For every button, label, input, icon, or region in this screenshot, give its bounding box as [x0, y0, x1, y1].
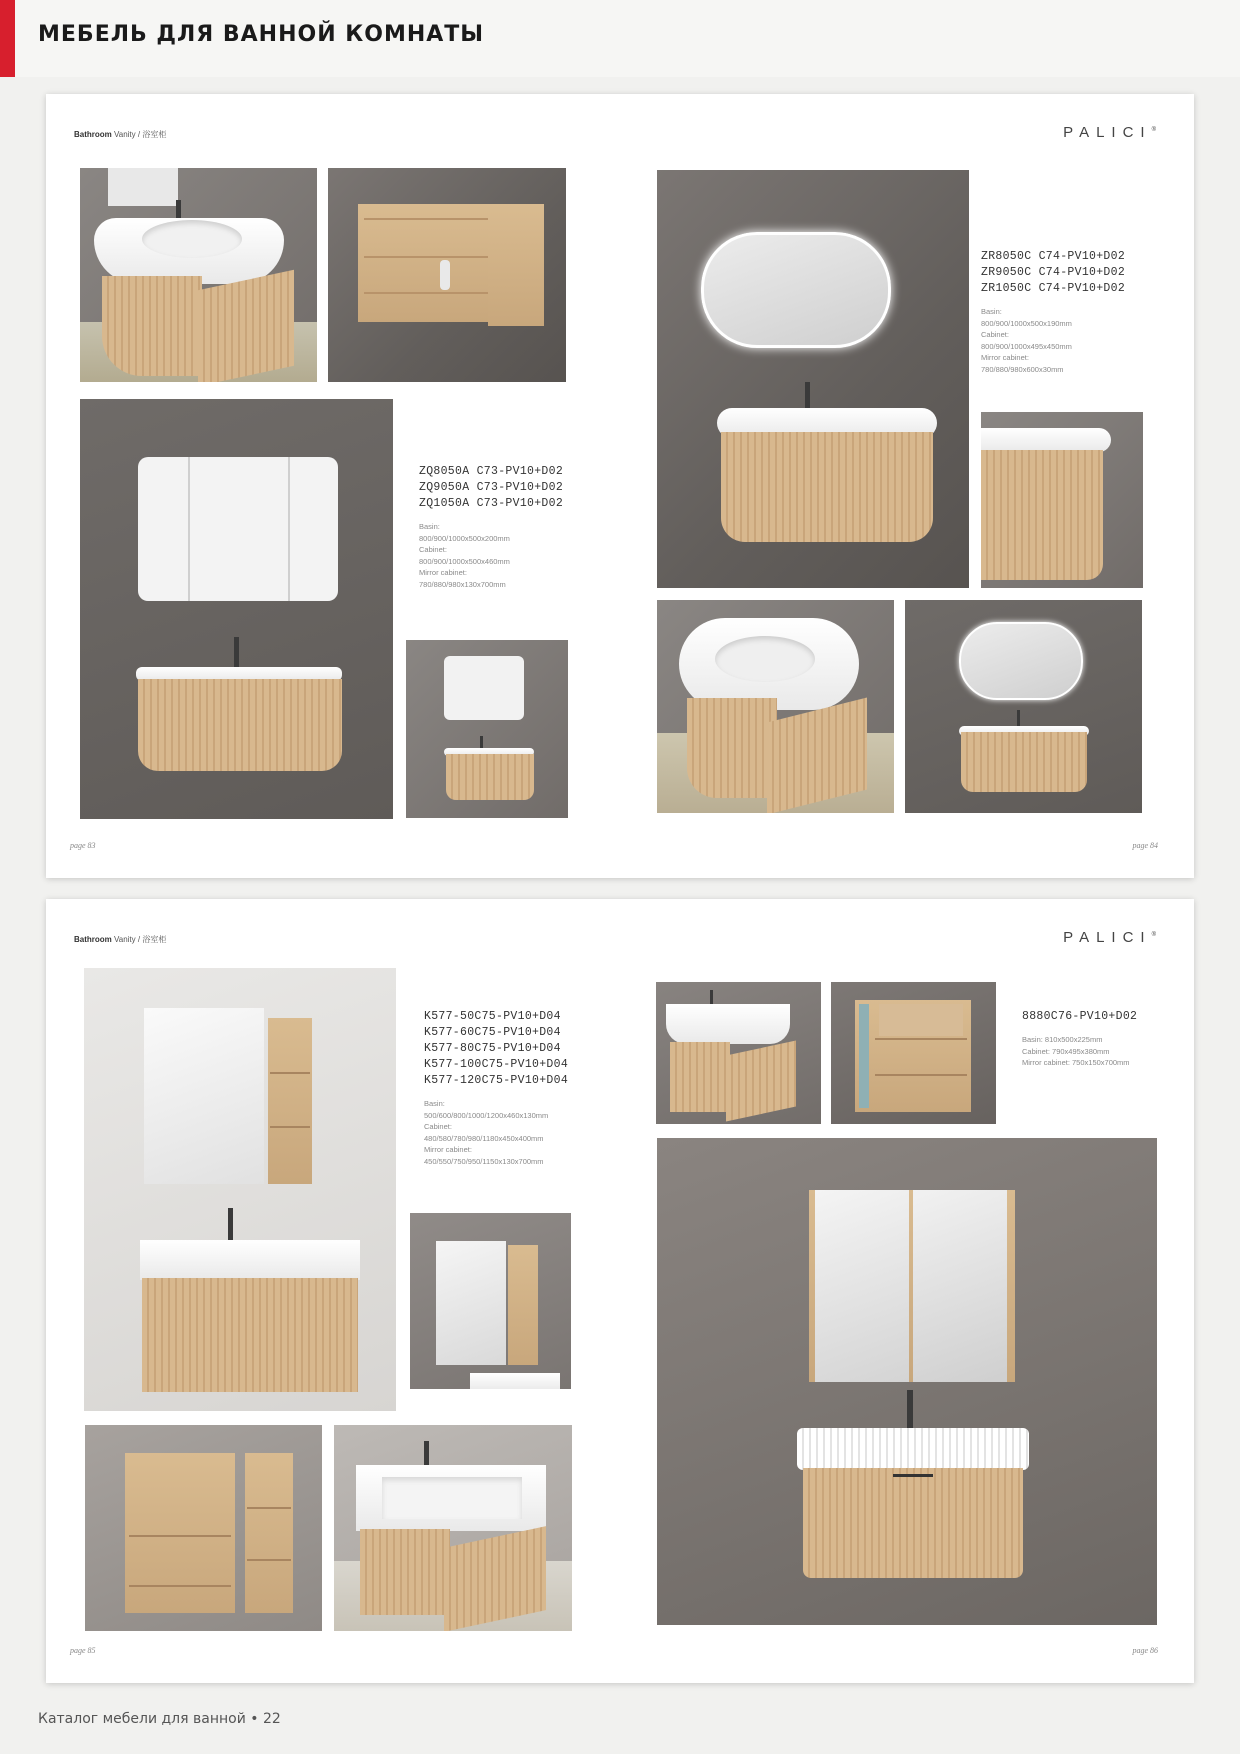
photo-basin-top-drawer [657, 600, 894, 813]
model-code: ZR1050C C74-PV10+D02 [981, 282, 1126, 295]
photo-open-shelf-cabinet [85, 1425, 322, 1631]
footer-text: Каталог мебели для ванной • 22 [38, 1711, 281, 1727]
page-number-right: page 84 [1132, 841, 1158, 850]
spec-list: Basin: 810x500x225mm Cabinet: 790x495x380mm Mirror cabinet: 750x150x700mm [1022, 1035, 1130, 1067]
page-number-left: page 85 [70, 1646, 96, 1655]
catalog-spread-2 [46, 899, 1194, 1683]
product-info-8880 [1022, 1009, 1182, 1069]
photo-rect-basin-drawer [334, 1425, 572, 1631]
spec-list: Basin: 800/900/1000x500x190mm Cabinet: 800/900/1000x495x450mm Mirror cabinet: 780/880/980x600x30mm [981, 307, 1072, 374]
model-code: K577-120C75-PV10+D04 [424, 1074, 569, 1087]
model-code: K577-80C75-PV10+D04 [424, 1042, 561, 1055]
photo-large-vanity-mirror [657, 1138, 1157, 1625]
model-code: K577-50C75-PV10+D04 [424, 1010, 561, 1023]
photo-open-cabinet-glass [831, 982, 996, 1124]
top-bar [0, 0, 1240, 77]
photo-oval-mirror-small [905, 600, 1142, 813]
product-info-k577 [424, 1009, 624, 1167]
accent-stripe [0, 0, 15, 77]
photo-vanity-shelf-mirror [84, 968, 396, 1411]
page-number-right: page 86 [1132, 1646, 1158, 1655]
model-code: K577-60C75-PV10+D04 [424, 1026, 561, 1039]
brand-logo: PALICI® [1063, 929, 1156, 946]
photo-basin-drawer [80, 168, 317, 382]
product-info-zr [981, 249, 1161, 375]
photo-open-mirror-cabinet [328, 168, 566, 382]
catalog-spread-1 [46, 94, 1194, 878]
section-label: Bathroom Vanity / 浴室柜 [74, 935, 167, 944]
photo-mirror-cabinet-shelves [410, 1213, 571, 1389]
model-code: ZQ8050A C73-PV10+D02 [419, 465, 564, 478]
photo-cabinet-closeup [981, 412, 1143, 588]
model-code: K577-100C75-PV10+D04 [424, 1058, 569, 1071]
model-code: 8880C76-PV10+D02 [1022, 1010, 1138, 1023]
photo-fluted-vanity-drawer [656, 982, 821, 1124]
page-number-left: page 83 [70, 841, 96, 850]
spec-list: Basin: 500/600/800/1000/1200x460x130mm Cabinet: 480/580/780/980/1180x450x400mm Mirror cabinet: 450/550/750/950/1150x130x700mm [424, 1099, 549, 1166]
brand-logo: PALICI® [1063, 124, 1156, 141]
model-code: ZR8050C C74-PV10+D02 [981, 250, 1126, 263]
photo-vanity-small [406, 640, 568, 818]
model-code: ZR9050C C74-PV10+D02 [981, 266, 1126, 279]
spec-list: Basin: 800/900/1000x500x200mm Cabinet: 800/900/1000x500x460mm Mirror cabinet: 780/880/980x130x700mm [419, 522, 510, 589]
model-code: ZQ1050A C73-PV10+D02 [419, 497, 564, 510]
photo-vanity-mirror-cabinet [80, 399, 393, 819]
page-title: МЕБЕЛЬ ДЛЯ ВАННОЙ КОМНАТЫ [38, 22, 485, 47]
section-label: Bathroom Vanity / 浴室柜 [74, 130, 167, 139]
model-code: ZQ9050A C73-PV10+D02 [419, 481, 564, 494]
product-info-zq [419, 464, 589, 590]
photo-led-mirror-vanity [657, 170, 969, 588]
